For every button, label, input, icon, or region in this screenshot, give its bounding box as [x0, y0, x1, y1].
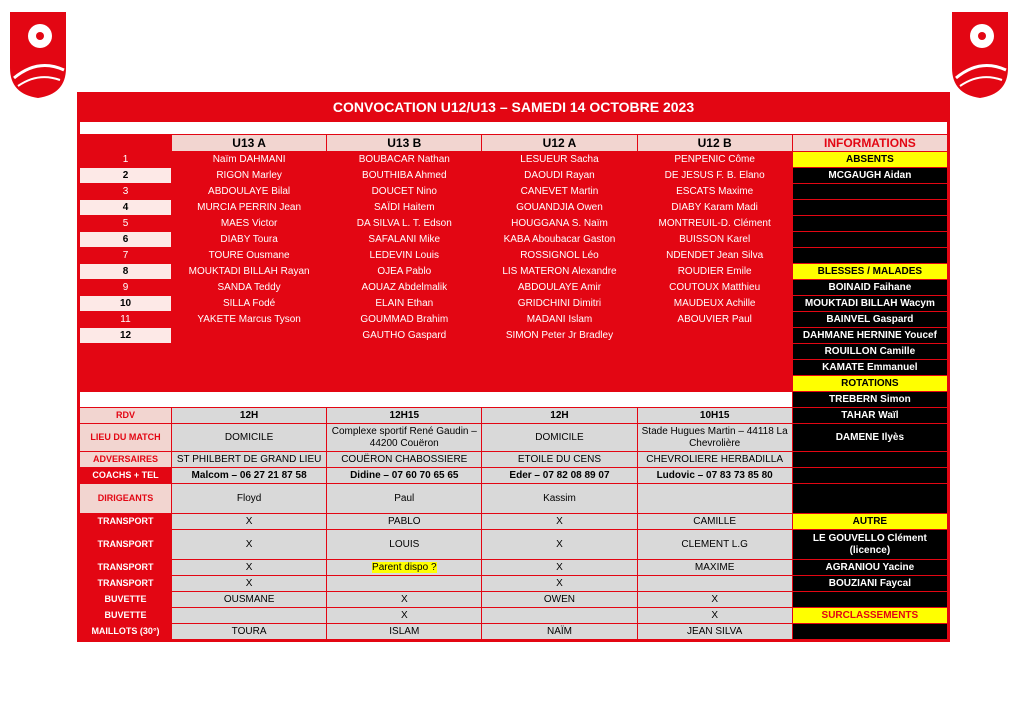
detail-label: LIEU DU MATCH	[80, 424, 172, 452]
detail-row	[80, 484, 948, 514]
detail-u12b: X	[637, 592, 792, 608]
row-number: 11	[80, 312, 172, 328]
player-row	[80, 280, 948, 296]
player-u12b: ABOUVIER Paul	[637, 312, 792, 328]
player-u13b	[327, 376, 482, 392]
player-u13b: GOUMMAD Brahim	[327, 312, 482, 328]
player-u13a	[172, 360, 327, 376]
detail-row	[80, 608, 948, 624]
detail-row	[80, 560, 948, 576]
player-row	[80, 168, 948, 184]
detail-label: DIRIGEANTS	[80, 484, 172, 514]
row-number: 9	[80, 280, 172, 296]
detail-row	[80, 514, 948, 530]
detail-u12b	[637, 484, 792, 514]
detail-u13b: COUËRON CHABOSSIERE	[327, 452, 482, 468]
detail-label: RDV	[80, 408, 172, 424]
detail-row	[80, 408, 948, 424]
detail-label: TRANSPORT	[80, 560, 172, 576]
info-cell: ABSENTS	[792, 152, 947, 168]
info-cell: SURCLASSEMENTS	[792, 608, 947, 624]
player-u12b	[637, 328, 792, 344]
row-number: 12	[80, 328, 172, 344]
detail-u12b	[637, 576, 792, 592]
info-cell: MCGAUGH Aidan	[792, 168, 947, 184]
highlight-parent-dispo: Parent dispo ?	[372, 562, 437, 573]
info-cell: BAINVEL Gaspard	[792, 312, 947, 328]
player-u13b: SAFALANI Mike	[327, 232, 482, 248]
player-u13a: MAES Victor	[172, 216, 327, 232]
info-cell: KAMATE Emmanuel	[792, 360, 947, 376]
player-row	[80, 376, 948, 392]
player-row	[80, 312, 948, 328]
detail-u12b: MAXIME	[637, 560, 792, 576]
player-u12a: LESUEUR Sacha	[482, 152, 637, 168]
detail-u12a: Eder – 07 82 08 89 07	[482, 468, 637, 484]
detail-u13b: 12H15	[327, 408, 482, 424]
row-number: 1	[80, 152, 172, 168]
player-u12b: MAUDEUX Achille	[637, 296, 792, 312]
header-row	[80, 135, 948, 152]
convocation-sheet	[77, 92, 950, 642]
player-u12a: SIMON Peter Jr Bradley	[482, 328, 637, 344]
info-cell: ROUILLON Camille	[792, 344, 947, 360]
detail-u12a: X	[482, 530, 637, 560]
player-u13b: ELAIN Ethan	[327, 296, 482, 312]
info-cell	[792, 624, 947, 640]
detail-u12a: DOMICILE	[482, 424, 637, 452]
detail-label: BUVETTE	[80, 608, 172, 624]
player-u13a: SANDA Teddy	[172, 280, 327, 296]
detail-u13a	[172, 608, 327, 624]
section-spacer	[80, 392, 793, 408]
player-u12a	[482, 360, 637, 376]
player-u12b	[637, 344, 792, 360]
detail-label: MAILLOTS (30°)	[80, 624, 172, 640]
player-row	[80, 360, 948, 376]
club-logo-left	[8, 8, 68, 100]
detail-u13b: Didine – 07 60 70 65 65	[327, 468, 482, 484]
player-row	[80, 232, 948, 248]
player-u13a: MOUKTADI BILLAH Rayan	[172, 264, 327, 280]
detail-u13a: ST PHILBERT DE GRAND LIEU	[172, 452, 327, 468]
info-cell: AUTRE	[792, 514, 947, 530]
detail-u13a: Malcom – 06 27 21 87 58	[172, 468, 327, 484]
detail-u13a: X	[172, 560, 327, 576]
player-u13a: ABDOULAYE Bilal	[172, 184, 327, 200]
detail-u12a: X	[482, 560, 637, 576]
player-u13b: LEDEVIN Louis	[327, 248, 482, 264]
detail-u13a: X	[172, 514, 327, 530]
player-row	[80, 200, 948, 216]
player-u12a: KABA Aboubacar Gaston	[482, 232, 637, 248]
row-number: 2	[80, 168, 172, 184]
player-u12a	[482, 344, 637, 360]
row-number: 10	[80, 296, 172, 312]
detail-u12a: Kassim	[482, 484, 637, 514]
info-cell	[792, 468, 947, 484]
player-u12a: ROSSIGNOL Léo	[482, 248, 637, 264]
detail-u13a: X	[172, 576, 327, 592]
info-cell: TAHAR Waïl	[792, 408, 947, 424]
row-number: 7	[80, 248, 172, 264]
info-cell	[792, 184, 947, 200]
detail-u12a: OWEN	[482, 592, 637, 608]
header-u12b: U12 B	[637, 135, 792, 152]
player-u13a	[172, 344, 327, 360]
player-u13a	[172, 376, 327, 392]
player-u12a: MADANI Islam	[482, 312, 637, 328]
detail-u13b	[327, 576, 482, 592]
detail-u13b: LOUIS	[327, 530, 482, 560]
detail-u12a: ETOILE DU CENS	[482, 452, 637, 468]
info-cell	[792, 200, 947, 216]
detail-label: TRANSPORT	[80, 576, 172, 592]
player-u12b: DIABY Karam Madi	[637, 200, 792, 216]
row-number	[80, 344, 172, 360]
detail-u13b: Complexe sportif René Gaudin – 44200 Couëron	[327, 424, 482, 452]
detail-label: ADVERSAIRES	[80, 452, 172, 468]
player-row	[80, 248, 948, 264]
player-u12a: GOUANDJIA Owen	[482, 200, 637, 216]
player-u12a: ABDOULAYE Amir	[482, 280, 637, 296]
player-u13a: SILLA Fodé	[172, 296, 327, 312]
player-u13a: RIGON Marley	[172, 168, 327, 184]
info-cell	[792, 484, 947, 514]
player-row	[80, 216, 948, 232]
detail-u13a: OUSMANE	[172, 592, 327, 608]
player-u13b: OJEA Pablo	[327, 264, 482, 280]
sheet-title: CONVOCATION U12/U13 – SAMEDI 14 OCTOBRE 2023	[79, 94, 948, 120]
detail-u12b: JEAN SILVA	[637, 624, 792, 640]
player-u12b: COUTOUX Matthieu	[637, 280, 792, 296]
header-u13a: U13 A	[172, 135, 327, 152]
detail-u13b	[327, 560, 482, 576]
player-row	[80, 344, 948, 360]
info-cell: DAHMANE HERNINE Youcef	[792, 328, 947, 344]
detail-u12b: Stade Hugues Martin – 44118 La Chevrolière	[637, 424, 792, 452]
detail-u12b: CLEMENT L.G	[637, 530, 792, 560]
detail-u13b: X	[327, 592, 482, 608]
info-cell: BOUZIANI Faycal	[792, 576, 947, 592]
detail-row	[80, 530, 948, 560]
player-u13b: GAUTHO Gaspard	[327, 328, 482, 344]
detail-u12b: X	[637, 608, 792, 624]
detail-u12a: X	[482, 576, 637, 592]
detail-u12b: CHEVROLIERE HERBADILLA	[637, 452, 792, 468]
detail-u13b: PABLO	[327, 514, 482, 530]
player-row	[80, 152, 948, 168]
detail-u13a: DOMICILE	[172, 424, 327, 452]
player-row	[80, 264, 948, 280]
player-u13a: DIABY Toura	[172, 232, 327, 248]
detail-u12b: Ludovic – 07 83 73 85 80	[637, 468, 792, 484]
player-row	[80, 328, 948, 344]
detail-u13a: 12H	[172, 408, 327, 424]
detail-u12a: NAÏM	[482, 624, 637, 640]
player-u13b: AOUAZ Abdelmalik	[327, 280, 482, 296]
row-number: 6	[80, 232, 172, 248]
player-row	[80, 296, 948, 312]
detail-row	[80, 592, 948, 608]
player-u12a	[482, 376, 637, 392]
info-cell: BOINAID Faihane	[792, 280, 947, 296]
detail-row	[80, 468, 948, 484]
player-u13b: SAÏDI Haitem	[327, 200, 482, 216]
info-cell: TREBERN Simon	[792, 392, 947, 408]
info-cell	[792, 232, 947, 248]
info-cell: LE GOUVELLO Clément (licence)	[792, 530, 947, 560]
row-number: 8	[80, 264, 172, 280]
detail-u12b: CAMILLE	[637, 514, 792, 530]
row-number: 5	[80, 216, 172, 232]
detail-label: TRANSPORT	[80, 530, 172, 560]
info-cell: BLESSES / MALADES	[792, 264, 947, 280]
player-u12b: BUISSON Karel	[637, 232, 792, 248]
detail-u13b: ISLAM	[327, 624, 482, 640]
player-u13b	[327, 360, 482, 376]
player-u13b: BOUBACAR Nathan	[327, 152, 482, 168]
player-u13b: DA SILVA L. T. Edson	[327, 216, 482, 232]
info-cell	[792, 592, 947, 608]
player-u13b: BOUTHIBA Ahmed	[327, 168, 482, 184]
info-cell: ROTATIONS	[792, 376, 947, 392]
info-cell: DAMENE Ilyès	[792, 424, 947, 452]
detail-u13b: X	[327, 608, 482, 624]
header-u12a: U12 A	[482, 135, 637, 152]
header-corner	[80, 135, 172, 152]
player-u13b: DOUCET Nino	[327, 184, 482, 200]
info-cell	[792, 216, 947, 232]
spacer-row	[80, 121, 948, 135]
player-u13a: Naïm DAHMANI	[172, 152, 327, 168]
detail-u12a	[482, 608, 637, 624]
player-u12a: DAOUDI Rayan	[482, 168, 637, 184]
player-u12b: NDENDET Jean Silva	[637, 248, 792, 264]
player-u12a: LIS MATERON Alexandre	[482, 264, 637, 280]
info-cell: MOUKTADI BILLAH Wacym	[792, 296, 947, 312]
detail-u12a: 12H	[482, 408, 637, 424]
player-u13b	[327, 344, 482, 360]
header-u13b: U13 B	[327, 135, 482, 152]
player-u12b: ESCATS Maxime	[637, 184, 792, 200]
player-u13a	[172, 328, 327, 344]
detail-u12a: X	[482, 514, 637, 530]
club-logo-right	[950, 8, 1010, 100]
row-number: 4	[80, 200, 172, 216]
row-number	[80, 376, 172, 392]
detail-u13a: TOURA	[172, 624, 327, 640]
player-u12b: PENPENIC Côme	[637, 152, 792, 168]
detail-label: TRANSPORT	[80, 514, 172, 530]
detail-u12b: 10H15	[637, 408, 792, 424]
info-cell	[792, 248, 947, 264]
row-number	[80, 360, 172, 376]
player-u12b	[637, 376, 792, 392]
player-u12b: MONTREUIL-D. Clément	[637, 216, 792, 232]
row-number: 3	[80, 184, 172, 200]
player-u13a: MURCIA PERRIN Jean	[172, 200, 327, 216]
detail-row	[80, 424, 948, 452]
header-informations: INFORMATIONS	[792, 135, 947, 152]
player-u13a: TOURE Ousmane	[172, 248, 327, 264]
player-u12b: ROUDIER Emile	[637, 264, 792, 280]
player-u12a: CANEVET Martin	[482, 184, 637, 200]
detail-row	[80, 576, 948, 592]
detail-row	[80, 624, 948, 640]
player-u12b	[637, 360, 792, 376]
detail-label: BUVETTE	[80, 592, 172, 608]
info-cell	[792, 452, 947, 468]
player-row	[80, 184, 948, 200]
detail-label: COACHS + TEL	[80, 468, 172, 484]
player-u12b: DE JESUS F. B. Elano	[637, 168, 792, 184]
info-cell: AGRANIOU Yacine	[792, 560, 947, 576]
convocation-table	[79, 120, 948, 640]
detail-u13b: Paul	[327, 484, 482, 514]
player-u12a: GRIDCHINI Dimitri	[482, 296, 637, 312]
detail-u13a: X	[172, 530, 327, 560]
detail-u13a: Floyd	[172, 484, 327, 514]
player-u12a: HOUGGANA S. Naïm	[482, 216, 637, 232]
player-u13a: YAKETE Marcus Tyson	[172, 312, 327, 328]
section-spacer-row	[80, 392, 948, 408]
detail-row	[80, 452, 948, 468]
